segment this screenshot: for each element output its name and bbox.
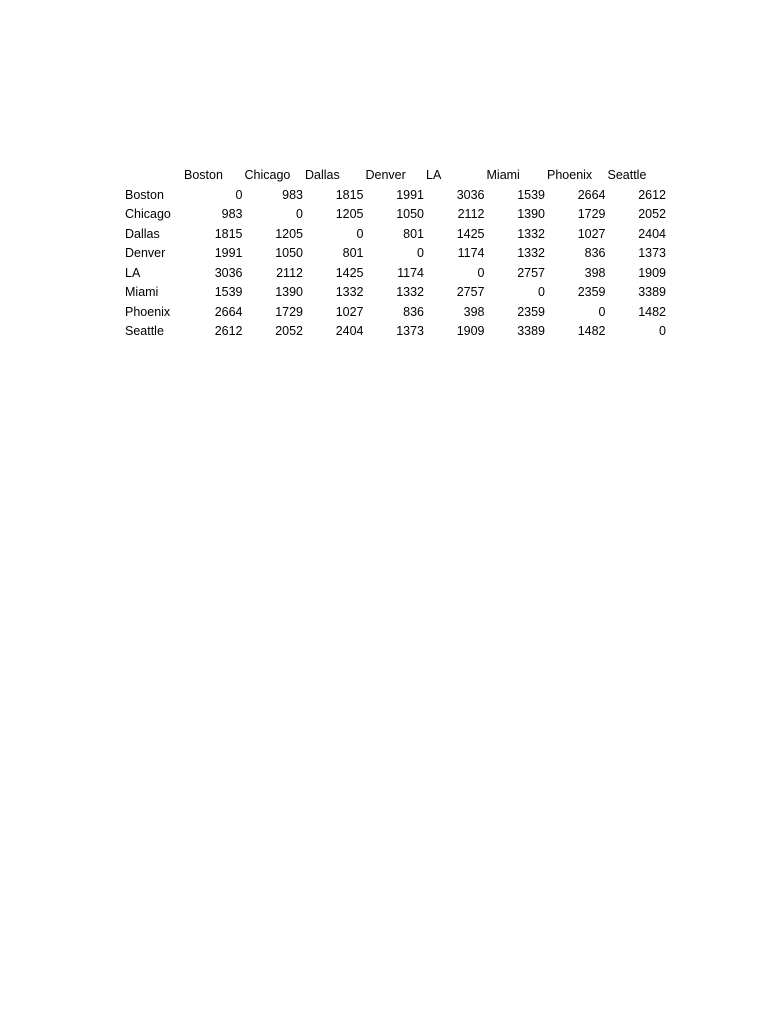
distance-cell: 2359 xyxy=(577,285,606,299)
column-header: Phoenix xyxy=(547,168,593,182)
distance-cell: 2112 xyxy=(276,265,303,280)
table-row xyxy=(124,244,667,264)
row-label: Denver xyxy=(125,246,166,260)
distance-matrix-sheet xyxy=(124,166,667,342)
distance-cell: 0 xyxy=(477,265,485,280)
distance-cell: 1332 xyxy=(517,246,545,260)
distance-cell: 0 xyxy=(296,207,303,221)
distance-cell: 2757 xyxy=(517,265,545,280)
table-row xyxy=(124,186,667,206)
distance-cell: 983 xyxy=(282,187,303,202)
row-label: Miami xyxy=(125,285,159,299)
distance-cell: 1390 xyxy=(275,285,303,299)
table-row xyxy=(124,322,667,342)
table-row xyxy=(124,303,667,323)
distance-cell: 1205 xyxy=(335,207,364,221)
distance-cell: 1373 xyxy=(396,324,424,338)
row-label: Seattle xyxy=(125,324,164,338)
distance-cell: 2052 xyxy=(638,207,666,221)
column-header: LA xyxy=(426,168,442,182)
row-label: Chicago xyxy=(125,207,171,221)
distance-cell: 2664 xyxy=(577,187,606,202)
distance-cell: 1729 xyxy=(275,304,303,319)
distance-matrix-table xyxy=(124,166,667,342)
distance-cell: 1425 xyxy=(335,265,364,280)
row-label: LA xyxy=(125,265,141,280)
distance-cell: 1332 xyxy=(335,285,364,299)
distance-cell: 1050 xyxy=(275,246,303,260)
distance-cell: 1909 xyxy=(638,265,666,280)
distance-cell: 1205 xyxy=(275,226,303,241)
distance-cell: 3389 xyxy=(638,285,666,299)
distance-cell: 2052 xyxy=(275,324,303,338)
table-row xyxy=(124,225,667,245)
distance-cell: 2404 xyxy=(335,324,364,338)
distance-cell: 1482 xyxy=(638,304,666,319)
distance-cell: 1539 xyxy=(517,187,545,202)
distance-cell: 801 xyxy=(403,226,424,241)
distance-cell: 1390 xyxy=(517,207,545,221)
distance-cell: 0 xyxy=(417,246,424,260)
distance-cell: 1815 xyxy=(214,226,243,241)
corner-cell xyxy=(124,166,183,186)
distance-cell: 983 xyxy=(221,207,243,221)
column-header: Chicago xyxy=(244,168,291,182)
distance-cell: 1174 xyxy=(457,246,485,260)
distance-cell: 1729 xyxy=(577,207,606,221)
column-header: Boston xyxy=(184,168,223,182)
distance-cell: 836 xyxy=(403,304,424,319)
distance-cell: 398 xyxy=(463,304,485,319)
distance-cell: 801 xyxy=(342,246,364,260)
distance-cell: 1539 xyxy=(214,285,243,299)
distance-cell: 2359 xyxy=(517,304,545,319)
distance-cell: 1174 xyxy=(397,265,424,280)
distance-cell: 1027 xyxy=(577,226,606,241)
distance-cell: 1482 xyxy=(577,324,606,338)
header-row xyxy=(124,166,667,186)
distance-cell: 1332 xyxy=(396,285,424,299)
distance-cell: 2757 xyxy=(456,285,485,299)
distance-cell: 2404 xyxy=(638,226,666,241)
table-row xyxy=(124,205,667,225)
distance-cell: 0 xyxy=(598,304,606,319)
column-header: Miami xyxy=(486,168,520,182)
distance-cell: 1815 xyxy=(335,187,364,202)
distance-cell: 0 xyxy=(659,324,666,338)
distance-cell: 2612 xyxy=(214,324,243,338)
distance-cell: 0 xyxy=(235,187,243,202)
distance-cell: 0 xyxy=(356,226,364,241)
table-row xyxy=(124,264,667,284)
distance-cell: 3036 xyxy=(456,187,485,202)
distance-cell: 1050 xyxy=(396,207,424,221)
distance-cell: 2112 xyxy=(457,207,485,221)
distance-cell: 836 xyxy=(584,246,606,260)
distance-cell: 1991 xyxy=(396,187,424,202)
column-header: Seattle xyxy=(607,168,647,182)
table-row xyxy=(124,283,667,303)
row-label: Boston xyxy=(125,187,164,202)
column-header: Denver xyxy=(365,168,406,182)
distance-cell: 1425 xyxy=(456,226,485,241)
distance-cell: 1027 xyxy=(335,304,364,319)
distance-cell: 1909 xyxy=(456,324,485,338)
column-header: Dallas xyxy=(305,168,340,182)
distance-cell: 2612 xyxy=(638,187,666,202)
distance-cell: 1373 xyxy=(638,246,666,260)
distance-cell: 2664 xyxy=(214,304,243,319)
row-label: Dallas xyxy=(125,226,160,241)
distance-cell: 1332 xyxy=(517,226,545,241)
distance-cell: 3389 xyxy=(517,324,545,338)
distance-cell: 0 xyxy=(538,285,545,299)
distance-cell: 398 xyxy=(584,265,606,280)
distance-cell: 1991 xyxy=(214,246,243,260)
distance-cell: 3036 xyxy=(214,265,243,280)
row-label: Phoenix xyxy=(125,304,171,319)
